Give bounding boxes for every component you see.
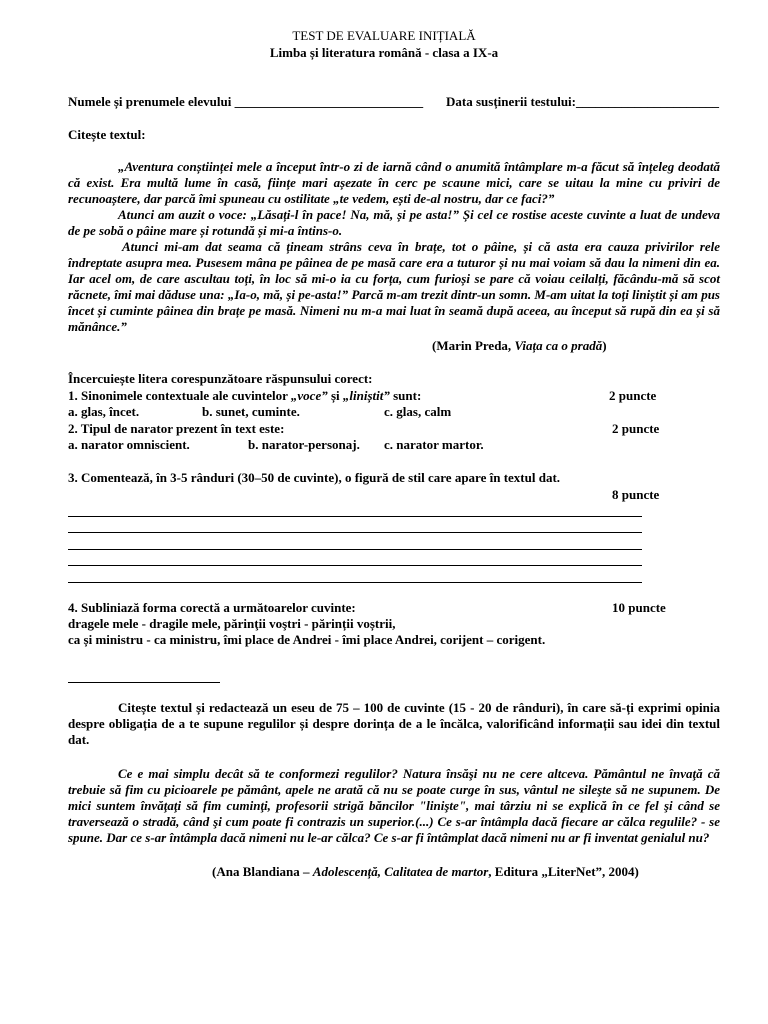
q1-suffix: sunt: xyxy=(389,388,422,403)
source-close: ) xyxy=(602,338,607,353)
q1-prefix: 1. Sinonimele contextuale ale cuvintelor xyxy=(68,388,291,403)
questions-intro: Încercuiește litera corespunzătoare răspunsului corect: xyxy=(68,371,373,386)
q1-option-a: a. glas, încet. xyxy=(68,404,140,419)
quote-source-rest: , Editura „LiterNet”, 2004) xyxy=(488,864,639,879)
read-instruction: Citește textul: xyxy=(68,127,146,142)
answer-line xyxy=(68,582,642,583)
q2-option-b: b. narator-personaj. xyxy=(248,437,360,452)
q1-option-b: b. sunet, cuminte. xyxy=(202,404,300,419)
quote-source-title: Adolescență, Calitatea de martor xyxy=(312,864,489,879)
question-2-points: 2 puncte xyxy=(612,421,660,436)
answer-line xyxy=(68,532,642,533)
question-2: 2. Tipul de narator prezent în text este: xyxy=(68,421,285,436)
answer-line xyxy=(68,565,642,566)
q1-word-linistit: „liniștit” xyxy=(342,388,390,403)
essay-instruction: Citește textul și redactează un eseu de 75 – 100 de cuvinte (15 - 20 de rânduri), în care să-ți exprimi opinia despre obligația de a te supune regulilor și despre dorința de a le încălca, valorificând informații sau idei din textul dat. xyxy=(68,700,720,747)
excerpt-paragraph-1: „Aventura conștiinței mele a început într-o zi de iarnă când o anumită întâmplare m-a făcut să înțeleg deodată că exist. Era multă lume în casă, ființe mari așezate în cerc pe scaune mici, care se uitau la mine cu priviri de recunoaștere, dar parcă îmi spuneau cu ostilitate „te vedem, ești de-al nostru, dar ce faci?” xyxy=(68,159,720,206)
source-author: (Marin Preda, xyxy=(432,338,515,353)
question-4-points: 10 puncte xyxy=(612,600,666,615)
essay-quote: Ce e mai simplu decât să te conformezi regulilor? Natura însăşi nu ne cere altceva. Pământul ne învaţă că trebuie să fim cu picioarele pe pământ, apele ne arată că nu se poate curge în sus, vântul ne sileşte să ne supunem. De mici suntem învăţaţi să fim cuminţi, profesorii strigă băncilor "linişte", mai târziu ni se explică în ce fel şi când se traversează o stradă, când şi cum poate fi contrazis un superior.(...) Ce s-ar întâmpla dacă fiecare ar călca regulile? - se spune. Dar ce s-ar întâmpla dacă nimeni nu le-ar călca? Ce s-ar fi întâmplat dacă nimeni nu ar fi inventat genialul nu? xyxy=(68,766,720,845)
question-4: 4. Subliniază forma corectă a următoarelor cuvinte: xyxy=(68,600,356,615)
page-subtitle: Limba și literatura română - clasa a IX-a xyxy=(269,45,499,60)
q1-option-c: c. glas, calm xyxy=(384,404,452,419)
q1-mid: și xyxy=(327,388,343,403)
q2-option-c: c. narator martor. xyxy=(384,437,484,452)
answer-line xyxy=(68,549,642,550)
excerpt-source xyxy=(432,338,607,354)
question-3: 3. Comentează, în 3-5 rânduri (30–50 de cuvinte), o figură de stil care apare în textul dat. xyxy=(68,470,561,485)
question-3-points: 8 puncte xyxy=(612,487,660,502)
separator-line xyxy=(68,682,220,683)
quote-source xyxy=(212,864,639,880)
test-date-field: Data susținerii testului:______________________ xyxy=(446,94,719,109)
q4-word-pairs-2: ca și ministru - ca ministru, îmi place de Andrei - îmi place Andrei, corijent – corigent. xyxy=(68,632,546,647)
answer-line xyxy=(68,516,642,517)
excerpt-paragraph-2: Atunci am auzit o voce: „Lăsați-l în pace! Na, mă, și pe asta!” Și cel ce rostise aceste cuvinte a luat de undeva de pe sobă o pâine mare și rotundă și mi-a întins-o. xyxy=(68,207,720,238)
student-name-field: Numele și prenumele elevului _____________________________ xyxy=(68,94,424,109)
q2-option-a: a. narator omniscient. xyxy=(68,437,190,452)
excerpt-paragraph-3: Atunci mi-am dat seama că țineam strâns ceva în brațe, tot o pâine, și că asta era cauza privirilor rele îndreptate asupra mea. Pusesem mâna pe pâinea de pe masă care era a tuturor și nu mai voiam să dau la nimeni din ea. Iar acel om, de care ascultau toți, în loc să mi-o ia cu forța, cum furioși se pare că voiau ceilalți, făcându-mă să scot răcnete, îmi mai dăduse una: „Ia-o, mă, și pe-asta!” Parcă m-am trezit dintr-un somn. M-am uitat la toți liniștit și am pus încet și cuminte pâinea din brațe pe masă. Nimeni nu m-a mai luat în seamă după aceea, au început să rupă din ea și să mănânce.” xyxy=(68,239,720,334)
source-title: Viața ca o pradă xyxy=(514,338,603,353)
q1-word-voce: „voce” xyxy=(290,388,328,403)
question-1-points: 2 puncte xyxy=(609,388,657,403)
q4-word-pairs-1: dragele mele - dragile mele, părinţii voştri - părinții voștrii, xyxy=(68,616,396,631)
quote-source-author: (Ana Blandiana – xyxy=(212,864,313,879)
question-1 xyxy=(68,388,421,404)
page-title: TEST DE EVALUARE INIȚIALĂ xyxy=(292,28,476,43)
